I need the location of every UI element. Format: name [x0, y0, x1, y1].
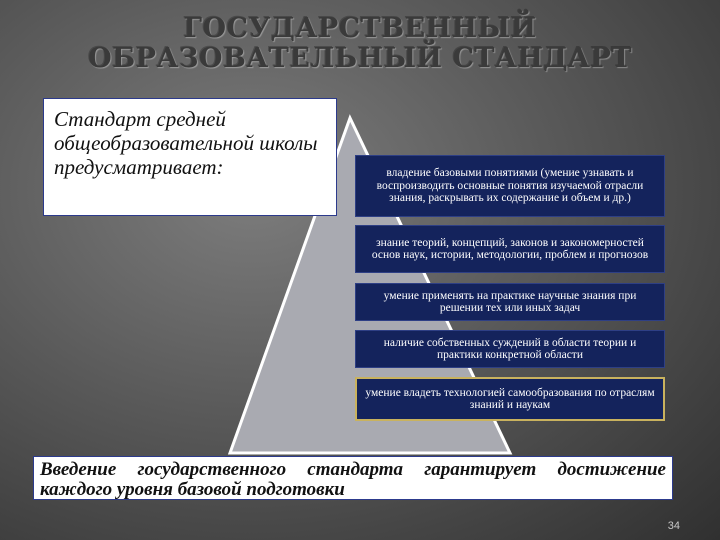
pyramid-level-3: умение применять на практике научные знания при решении тех или иных задач — [355, 283, 665, 321]
page-number: 34 — [667, 520, 680, 532]
intro-text: Стандарт средней общеобразовательной школы предусматривает: — [54, 107, 318, 179]
conclusion-text: Введение государственного стандарта гарантирует достижение каждого уровня базовой подготовки — [40, 459, 666, 500]
title-line-2: ОБРАЗОВАТЕЛЬНЫЙ СТАНДАРТ — [88, 43, 632, 74]
intro-text-box — [43, 98, 337, 216]
conclusion-box — [33, 456, 673, 500]
pyramid-level-5: умение владеть технологией самообразования по отраслям знаний и наукам — [355, 377, 665, 421]
pyramid-level-1: владение базовыми понятиями (умение узнавать и воспроизводить основные понятия изучаемой отрасли знания, раскрывать их содержание и объем и др.) — [355, 155, 665, 217]
pyramid-level-2: знание теорий, концепций, законов и закономерностей основ наук, истории, методологии, проблем и прогнозов — [355, 225, 665, 273]
pyramid-level-4: наличие собственных суждений в области теории и практики конкретной области — [355, 330, 665, 368]
title-line-1: ГОСУДАРСТВЕННЫЙ — [183, 13, 537, 44]
